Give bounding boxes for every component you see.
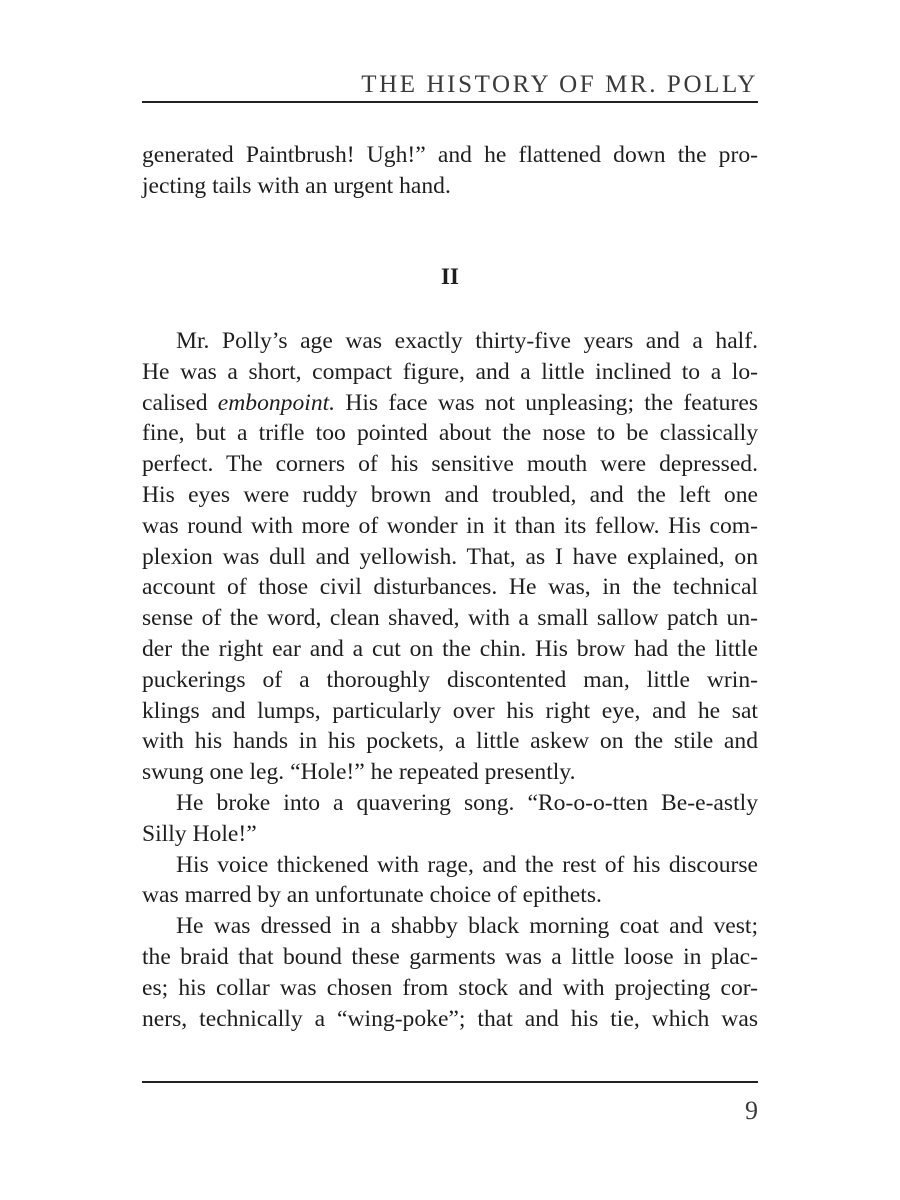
text-line: He was dressed in a shabby black morning coat and vest; (176, 913, 758, 940)
text-line: klings and lumps, particularly over his right eye, and he sat (142, 697, 758, 724)
text-line: puckerings of a thoroughly discontented man, little wrin- (142, 666, 758, 693)
continuation-text (142, 140, 758, 202)
section-number: II (441, 264, 459, 289)
text-line: ners, technically a “wing-poke”; that and his tie, which was (142, 1005, 758, 1032)
text-line: Mr. Polly’s age was exactly thirty-five years and a half. (176, 328, 758, 354)
text-line: fine, but a trifle too pointed about the nose to be classically (142, 420, 758, 447)
text-line: Silly Hole!” (142, 820, 257, 847)
text-line: He was a short, compact figure, and a little inclined to a lo- (142, 358, 758, 385)
text-line: the braid that bound these garments was a little loose in plac- (142, 943, 758, 970)
text-line (142, 388, 758, 419)
text-segment: calised (142, 389, 218, 416)
text-line: sense of the word, clean shaved, with a small sallow patch un- (142, 605, 758, 632)
text-line: account of those civil disturbances. He was, in the technical (142, 574, 758, 601)
footer-rule (142, 1081, 758, 1083)
text-segment: His face was not unpleasing; the features (335, 389, 758, 416)
text-line: was round with more of wonder in it than its fellow. His com- (142, 512, 758, 539)
text-line: perfect. The corners of his sensitive mouth were depressed. (142, 451, 758, 478)
text-line: with his hands in his pockets, a little askew on the stile and (142, 728, 758, 755)
running-head: THE HISTORY OF MR. POLLY (361, 71, 758, 98)
text-line: jecting tails with an urgent hand. (142, 172, 451, 199)
emphasis-text: embonpoint. (217, 389, 336, 416)
header-rule (142, 101, 758, 103)
text-line: He broke into a quavering song. “Ro-o-o-tten Be-e-astly (176, 789, 758, 816)
text-line: plexion was dull and yellowish. That, as I have explained, on (142, 543, 758, 570)
text-line: generated Paintbrush! Ugh!” and he flattened down the pro- (142, 142, 758, 168)
text-line: der the right ear and a cut on the chin. His brow had the little (142, 635, 758, 662)
text-line: His eyes were ruddy brown and troubled, and the left one (142, 481, 758, 508)
text-line: was marred by an unfortunate choice of epithets. (142, 882, 602, 909)
text-line: es; his collar was chosen from stock and with projecting cor- (142, 974, 758, 1001)
text-line: His voice thickened with rage, and the rest of his discourse (176, 851, 758, 878)
page-number: 9 (745, 1096, 758, 1125)
text-line: swung one leg. “Hole!” he repeated presently. (142, 759, 576, 786)
body-text (142, 326, 758, 1034)
